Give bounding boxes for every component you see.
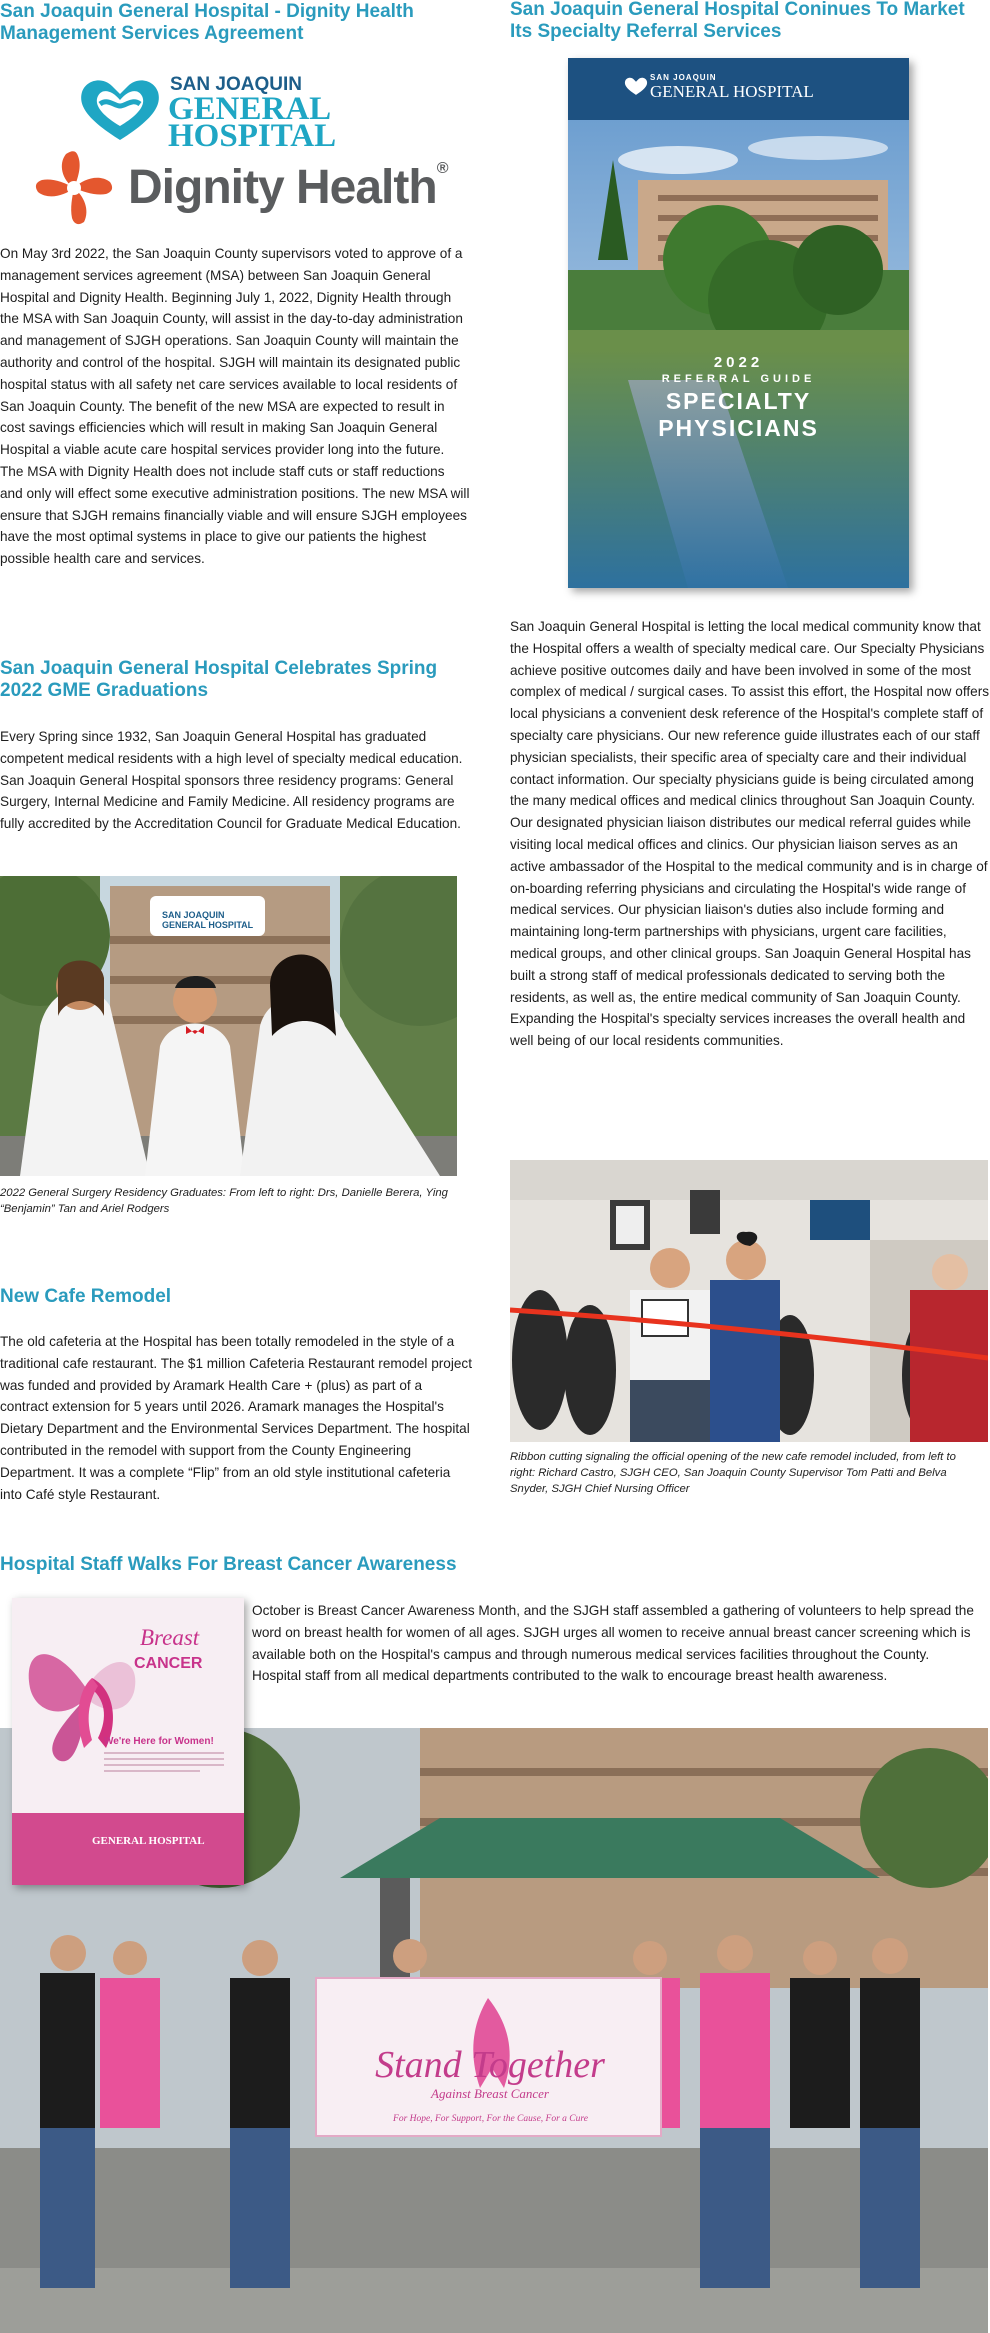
cover-brand: GENERAL HOSPITAL [650, 82, 814, 101]
gme-caption: 2022 General Surgery Residency Graduates: From left to right: Drs, Danielle Berera, Ying “Benjamin” Tan and Ariel Rodgers [0, 1187, 448, 1215]
gme-body: Every Spring since 1932, San Joaquin General Hospital has graduated competent medical residents with a high level of specialty medical education. San Joaquin General Hospital sponsors three residency programs: General Surgery, Internal Medicine and Family Medicine. All residency programs are fully accredited by the Accreditation Council for Graduate Medical Education. [0, 729, 463, 832]
msa-title: San Joaquin General Hospital - Dignity Health Management Services Agreement [0, 1, 414, 44]
logo-dignity-text: Dignity Health® [128, 160, 448, 214]
flyer-body-lines [104, 1752, 224, 1776]
cover-brand-small: SAN JOAQUIN [650, 73, 717, 82]
cafe-title: New Cafe Remodel [0, 1286, 172, 1307]
butterfly-ribbon-icon [22, 1628, 152, 1768]
msa-body: On May 3rd 2022, the San Joaquin County supervisors voted to approve of a management services agreement (MSA) between San Joaquin General Hospital and Dignity Health. Beginning July 1, 2022, Dignity Health through the MSA with San Joaquin County, will assist in the day-to-day administration and management of SJGH operations. San Joaquin County will maintain the authority and control of the hospital. SJGH will maintain its designated public hospital status with all safety net care services available to local residents of San Joaquin County. The benefit of the new MSA are expected to result in cost savings efficiencies which will result in making San Joaquin General Hospital a viable acute care hospital services provider long into the future. The MSA with Dignity Health does not include staff cuts or staff reductions and only will effect some executive administration positions. The new MSA will ensure that SJGH remains financially viable and will ensure SJGH employees have the most optimal systems in place to give our patients the highest possible health care and services. [0, 246, 470, 567]
cafe-body: The old cafeteria at the Hospital has been totally remodeled in the style of a traditional cafe restaurant. The $1 million Cafeteria Restaurant remodel project was funded and provided by Aramark Health Care + (plus) as part of a contract extension for 5 years until 2026. Aramark manages the Hospital's Dietary Department and the Environmental Services Department. The hospital contributed in the remodel with support from the County Engineering Department. It was a complete “Flip” from an old style institutional cafeteria into Café style Restaurant. [0, 1334, 472, 1502]
logo-sjgh-hospital: HOSPITAL [168, 118, 337, 154]
cafe-caption: Ribbon cutting signaling the official opening of the new cafe remodel included, from left to right: Richard Castro, SJGH CEO, San Joaquin County Supervisor Tom Patti and Belva Snyder, SJGH Chief Nursing Officer [510, 1451, 956, 1495]
dignity-star-logo [32, 150, 116, 226]
cafe-photo-illustration [510, 1160, 988, 1442]
breast-cancer-flyer [12, 1598, 244, 1885]
gme-title: San Joaquin General Hospital Celebrates Spring 2022 GME Graduations [0, 658, 438, 701]
flyer-brand: GENERAL HOSPITAL [92, 1835, 205, 1847]
gme-graduates-photo [0, 876, 457, 1176]
registered-mark: ® [436, 160, 448, 177]
cover-guide: REFERRAL GUIDE [661, 373, 816, 385]
flyer-here: We're Here for Women! [104, 1736, 214, 1747]
flyer-breast: Breast [140, 1625, 200, 1650]
logo-sjgh-top: SAN JOAQUIN [170, 74, 302, 95]
banner-subtitle: Against Breast Cancer [431, 2086, 549, 2101]
logo-sjgh-general: GENERAL [168, 91, 332, 127]
flyer-footer [12, 1813, 244, 1885]
sjgh-heart-logo [78, 76, 162, 142]
cover-heart-icon [624, 76, 648, 96]
cafe-ribbon-photo [510, 1160, 988, 1442]
cover-year: 2022 [713, 354, 764, 371]
referral-title: San Joaquin General Hospital Coninues To Market Its Specialty Referral Services [510, 0, 965, 42]
cover-specialty: SPECIALTY [665, 388, 812, 414]
gme-photo-sign: SAN JOAQUIN GENERAL HOSPITAL [162, 910, 254, 930]
banner-footer: For Hope, For Support, For the Cause, For a Cure [393, 2114, 588, 2124]
breast-title: Hospital Staff Walks For Breast Cancer Awareness [0, 1554, 457, 1575]
cover-physicians: PHYSICIANS [658, 415, 819, 441]
referral-body: San Joaquin General Hospital is letting the local medical community know that the Hospital offers a wealth of specialty medical care. Our Specialty Physicians achieve positive outcomes daily and have been involved in some of the most complex of medical / surgical cases. To assist this effort, the Hospital now offers local physicians a convenient desk reference of the Hospital's complete staff of specialty care physicians. Our new reference guide illustrates each of our staff physician specialists, their specific area of specialty care and their individual contact information. Our specialty physicians guide is being circulated among the many medical offices and medical clinics throughout San Joaquin County. Our designated physician liaison distributes our medical referral guides while visiting local medical offices and clinics. Our physician liaison serves as an active ambassador of the Hospital to the medical community and is in charge of on-boarding referring physicians and circulating the Hospital's wide range of medical services. Our physician liaison's duties also include forming and maintaining long-term partnerships with physicians, urgent care facilities, medical groups, and other clinical groups. San Joaquin General Hospital has built a strong staff of medical professionals dedicated to serving both the residents, as well as, the entire medical community of San Joaquin County. Expanding the Hospital's specialty services increases the overall health and well being of our local residents communities. [510, 619, 990, 1049]
banner-title: Stand Together [375, 2044, 605, 2086]
breast-body: October is Breast Cancer Awareness Month, and the SJGH staff assembled a gathering of volunteers to help spread the word on breast health for women of all ages. SJGH urges all women to receive annual breast cancer screening which is available both on the Hospital's campus and through numerous medical services facilities throughout the County. Hospital staff from all medical departments contributed to the walk to encourage breast health awareness. [252, 1603, 974, 1684]
flyer-cancer: CANCER [134, 1655, 203, 1672]
referral-guide-cover [568, 58, 909, 588]
